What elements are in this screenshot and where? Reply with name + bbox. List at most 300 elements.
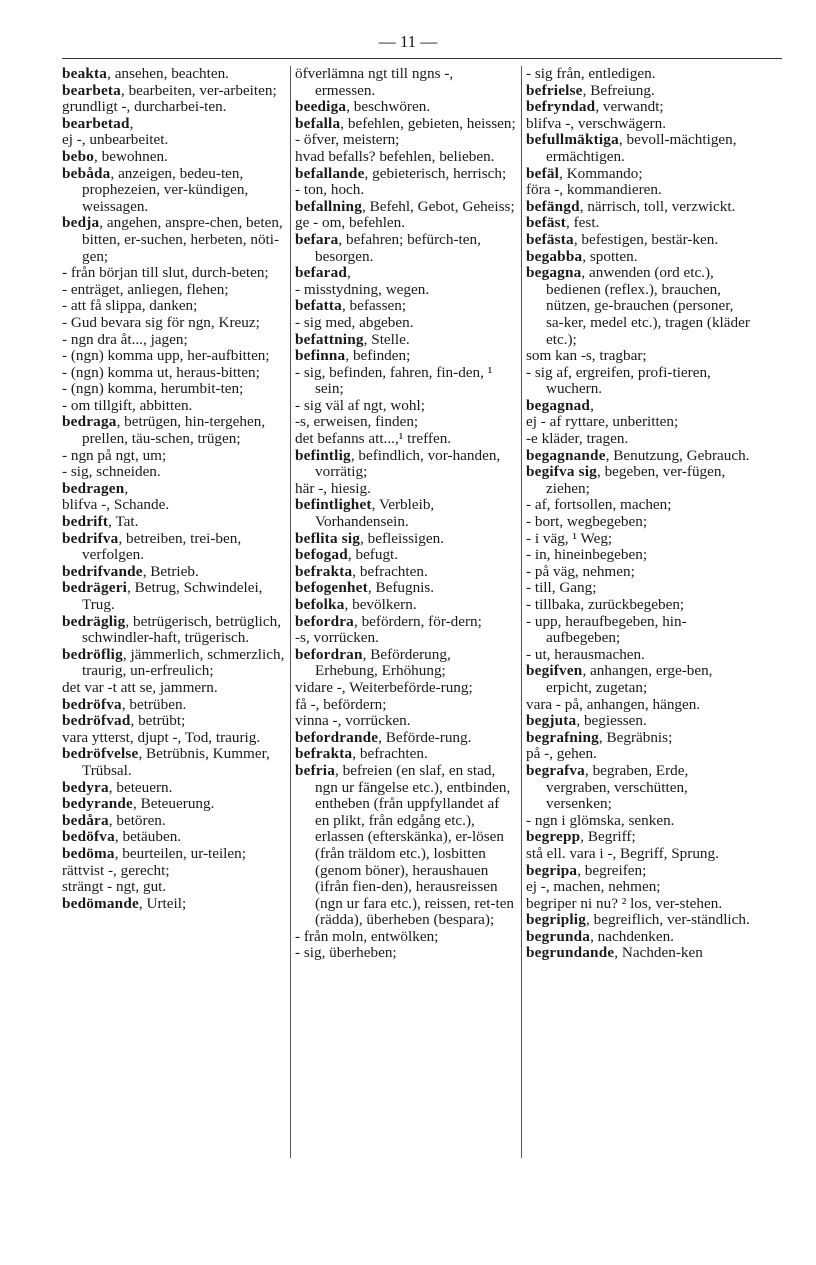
entry-headword: beediga — [295, 98, 347, 116]
dictionary-entry — [62, 381, 285, 398]
dictionary-entry — [62, 149, 285, 166]
dictionary-entry — [295, 448, 517, 481]
entry-headword: befogad — [295, 546, 348, 564]
dictionary-entry — [62, 813, 285, 830]
entry-headword: bebo — [62, 147, 95, 165]
entry-headword: begrafning — [526, 728, 599, 746]
entry-headword: bebåda — [62, 164, 111, 182]
entry-headword: bedraga — [62, 413, 117, 431]
entry-text: , — [124, 479, 129, 497]
entry-text: - sig väl af ngt, wohl; — [295, 396, 425, 414]
entry-headword: befrielse — [526, 81, 583, 99]
dictionary-entry — [62, 514, 285, 531]
entry-text: - från början till slut, durch-beten; — [62, 264, 269, 282]
dictionary-entry — [526, 464, 752, 497]
dictionary-entry — [62, 796, 285, 813]
entry-text: , betreiben, trei-ben, verfolgen. — [82, 529, 242, 564]
dictionary-entry — [526, 199, 752, 216]
entry-text: , befördern, för-dern; — [353, 612, 482, 630]
entry-text: vara ytterst, djupt -, Tod, traurig. — [62, 728, 261, 746]
entry-headword: befäl — [526, 164, 560, 182]
dictionary-entry — [526, 929, 752, 946]
entry-text: det befanns att...,¹ treffen. — [295, 430, 452, 448]
entry-headword: bedröflig — [62, 645, 123, 663]
entry-text: vinna -, vorrücken. — [295, 712, 411, 730]
dictionary-entry — [526, 763, 752, 813]
entry-text: ej -, machen, nehmen; — [526, 878, 661, 896]
entry-text: , bevölkern. — [344, 596, 417, 613]
entry-text: , befrachten. — [352, 562, 428, 580]
dictionary-entry — [526, 531, 752, 548]
entry-text: , betrübt; — [130, 712, 186, 730]
entry-text: , Beteuerung. — [133, 795, 215, 813]
entry-text: , befindlich, vor-handen, vorrätig; — [315, 446, 501, 481]
entry-text: , fest. — [566, 214, 600, 232]
dictionary-entry — [295, 99, 517, 116]
entry-text: , betäuben. — [114, 828, 182, 846]
dictionary-entry — [62, 614, 285, 647]
dictionary-entry — [62, 398, 285, 415]
entry-text: , Kommando; — [559, 164, 643, 182]
dictionary-entry — [295, 116, 517, 133]
dictionary-entry — [526, 846, 752, 863]
entry-text: , bewohnen. — [94, 147, 168, 165]
entry-text: , Verbleib, Vorhandensein. — [315, 496, 435, 531]
entry-headword: befintlighet — [295, 496, 372, 514]
column-2 — [295, 66, 517, 962]
entry-text: , Stelle. — [363, 330, 410, 348]
column-1 — [62, 66, 285, 912]
entry-text: det var -t att se, jammern. — [62, 678, 218, 696]
entry-headword: befintlig — [295, 446, 351, 464]
entry-headword: begjuta — [526, 712, 577, 730]
dictionary-entry — [62, 414, 285, 447]
entry-headword: begripa — [526, 861, 578, 879]
dictionary-entry — [526, 597, 752, 614]
entry-text: - om tillgift, abbitten. — [62, 396, 193, 414]
entry-headword: befäst — [526, 214, 567, 232]
entry-headword: begagna — [526, 264, 582, 282]
entry-text: som kan -s, tragbar; — [526, 347, 647, 365]
entry-text: blifva -, Schande. — [62, 496, 170, 514]
entry-text: , — [347, 264, 351, 282]
entry-text: - på väg, nehmen; — [526, 562, 635, 580]
dictionary-entry — [526, 265, 752, 348]
dictionary-entry — [526, 497, 752, 514]
dictionary-entry — [295, 580, 517, 597]
entry-headword: bedräglig — [62, 612, 126, 630]
dictionary-entry — [295, 697, 517, 714]
entry-text: , befassen; — [341, 297, 407, 315]
entry-headword: befallning — [295, 197, 362, 215]
dictionary-entry — [526, 564, 752, 581]
entry-headword: begifven — [526, 662, 583, 680]
entry-headword: bedröfvad — [62, 712, 131, 730]
entry-headword: befara — [295, 230, 339, 248]
dictionary-entry — [295, 166, 517, 183]
dictionary-entry — [295, 66, 517, 99]
entry-text: , befugt. — [347, 546, 399, 564]
dictionary-entry — [62, 697, 285, 714]
dictionary-entry — [62, 448, 285, 465]
dictionary-entry — [62, 531, 285, 564]
entry-headword: befallande — [295, 164, 365, 182]
entry-text: , Begräbnis; — [598, 728, 673, 746]
entry-headword: bedja — [62, 214, 100, 232]
entry-text: - af, fortsollen, machen; — [526, 496, 672, 514]
entry-text: få -, befördern; — [295, 695, 387, 713]
entry-text: , befahren; befürch-ten, besorgen. — [315, 230, 481, 265]
header-rule — [62, 58, 782, 59]
dictionary-entry — [62, 166, 285, 216]
entry-text: , begiessen. — [576, 712, 647, 730]
entry-headword: befängd — [526, 197, 580, 215]
entry-text: , beteuern. — [108, 778, 173, 796]
dictionary-entry — [526, 166, 752, 183]
dictionary-entry — [526, 730, 752, 747]
column-divider — [290, 66, 291, 1158]
entry-text: vara - på, anhangen, hängen. — [526, 695, 701, 713]
dictionary-entry — [295, 730, 517, 747]
dictionary-entry — [295, 713, 517, 730]
entry-text: öfverlämna ngt till ngns -, ermessen. — [295, 65, 454, 99]
dictionary-entry — [62, 464, 285, 481]
entry-text: - enträget, anliegen, flehen; — [62, 280, 229, 298]
entry-text: , begeben, ver-fügen, ziehen; — [546, 463, 726, 497]
entry-text: föra -, kommandieren. — [526, 181, 662, 199]
entry-text: , begreiflich, ver-ständlich. — [586, 911, 750, 929]
dictionary-entry — [62, 846, 285, 863]
entry-text: , begraben, Erde, vergraben, verschütten, versenken; — [546, 761, 689, 813]
entry-text: rättvist -, gerecht; — [62, 861, 170, 879]
entry-text: - från moln, entwölken; — [295, 927, 439, 945]
entry-text: stå ell. vara i -, Begriff, Sprung. — [526, 844, 719, 862]
dictionary-entry — [526, 448, 752, 465]
entry-text: - till, Gang; — [526, 579, 597, 597]
entry-text: - in, hineinbegeben; — [526, 546, 648, 564]
dictionary-entry — [526, 713, 752, 730]
entry-text: - (ngn) komma ut, heraus-bitten; — [62, 363, 260, 381]
dictionary-entry — [526, 829, 752, 846]
entry-text: , begreifen; — [577, 861, 647, 879]
entry-text: , spotten. — [582, 247, 638, 265]
dictionary-columns — [62, 66, 788, 1166]
entry-text: på -, gehen. — [526, 745, 597, 763]
entry-headword: befrakta — [295, 562, 353, 580]
dictionary-entry — [295, 132, 517, 149]
page-number: — 11 — — [378, 32, 438, 51]
dictionary-entry — [62, 497, 285, 514]
entry-text: - sig med, abgeben. — [295, 313, 414, 331]
dictionary-entry — [526, 746, 752, 763]
entry-headword: begagnad — [526, 396, 591, 414]
entry-text: -e kläder, tragen. — [526, 430, 629, 448]
dictionary-entry — [295, 332, 517, 349]
entry-text: , bearbeiten, ver-arbeiten; — [120, 81, 277, 99]
dictionary-entry — [62, 680, 285, 697]
dictionary-entry — [295, 298, 517, 315]
entry-text: , befinden; — [345, 347, 411, 365]
entry-headword: begrunda — [526, 927, 591, 945]
dictionary-entry — [62, 829, 285, 846]
entry-headword: bedöma — [62, 844, 115, 862]
dictionary-entry — [295, 199, 517, 216]
dictionary-entry — [526, 663, 752, 696]
entry-text: , Befugnis. — [367, 579, 435, 597]
dictionary-entry — [62, 265, 285, 282]
dictionary-entry — [526, 945, 752, 962]
entry-text: , närrisch, toll, verzwickt. — [579, 197, 736, 215]
entry-text: - öfver, meistern; — [295, 131, 400, 149]
dictionary-entry — [526, 66, 752, 83]
entry-text: , Beförderung, Erhebung, Erhöhung; — [315, 645, 451, 680]
dictionary-entry — [295, 265, 517, 282]
entry-text: - (ngn) komma upp, her-aufbitten; — [62, 347, 270, 365]
entry-text: , befestigen, bestär-ken. — [573, 230, 719, 248]
entry-headword: bedrift — [62, 513, 109, 531]
entry-text: ej -, unbearbeitet. — [62, 131, 169, 149]
entry-text: , Begriff; — [580, 828, 636, 846]
entry-headword: begabba — [526, 247, 583, 265]
dictionary-entry — [62, 99, 285, 116]
entry-headword: befryndad — [526, 98, 596, 116]
entry-headword: befogenhet — [295, 579, 368, 597]
dictionary-entry — [295, 929, 517, 946]
dictionary-entry — [295, 365, 517, 398]
entry-text: - ton, hoch. — [295, 181, 365, 199]
entry-headword: befrakta — [295, 745, 353, 763]
entry-text: , betrügerisch, betrüglich, schwindler-haft, trügerisch. — [82, 612, 282, 647]
dictionary-entry — [295, 149, 517, 166]
dictionary-entry — [295, 481, 517, 498]
entry-headword: bedrifvande — [62, 562, 143, 580]
dictionary-entry — [295, 531, 517, 548]
dictionary-entry — [526, 896, 752, 913]
entry-text: , beschwören. — [346, 98, 431, 116]
entry-text: , Beförde-rung. — [378, 728, 472, 746]
entry-text: , gebieterisch, herrisch; — [364, 164, 507, 182]
dictionary-entry — [62, 481, 285, 498]
entry-headword: bedrifva — [62, 529, 119, 547]
dictionary-entry — [295, 215, 517, 232]
entry-headword: bedömande — [62, 894, 139, 912]
entry-headword: begrafva — [526, 761, 585, 779]
entry-text: , Befreiung. — [582, 81, 655, 99]
entry-text: - ngn på ngt, um; — [62, 446, 167, 464]
entry-text: , befrachten. — [352, 745, 428, 763]
dictionary-entry — [526, 431, 752, 448]
entry-text: - ngn i glömska, senken. — [526, 811, 675, 829]
entry-text: - misstydning, wegen. — [295, 280, 430, 298]
entry-text: , verwandt; — [595, 98, 664, 116]
entry-text: hvad befalls? befehlen, belieben. — [295, 147, 495, 165]
dictionary-entry — [62, 746, 285, 779]
entry-text: , betrügen, hin-tergehen, prellen, täu-schen, trügen; — [82, 413, 266, 448]
entry-text: här -, hiesig. — [295, 479, 371, 497]
dictionary-entry — [62, 713, 285, 730]
entry-headword: bedyrande — [62, 795, 133, 813]
entry-text: - (ngn) komma, herumbit-ten; — [62, 380, 244, 398]
entry-headword: begagnande — [526, 446, 606, 464]
dictionary-entry — [62, 580, 285, 613]
entry-text: vidare -, Weiterbeförde-rung; — [295, 678, 473, 696]
entry-text: - sig, befinden, fahren, fin-den, ¹ sein; — [295, 363, 493, 398]
dictionary-entry — [62, 282, 285, 299]
dictionary-entry — [62, 647, 285, 680]
dictionary-entry — [62, 564, 285, 581]
entry-headword: bedröfva — [62, 695, 122, 713]
dictionary-entry — [526, 215, 752, 232]
dictionary-entry — [62, 332, 285, 349]
entry-headword: bearbetad — [62, 114, 130, 132]
dictionary-entry — [526, 182, 752, 199]
dictionary-entry — [526, 365, 752, 398]
entry-text: , — [590, 396, 594, 414]
dictionary-entry — [526, 813, 752, 830]
entry-text: , beurteilen, ur-teilen; — [114, 844, 246, 862]
dictionary-entry — [295, 614, 517, 631]
entry-text: , Nachden-ken — [614, 944, 703, 962]
entry-headword: bedyra — [62, 778, 109, 796]
dictionary-entry — [62, 66, 285, 83]
entry-text: , befreien (en slaf, en stad, ngn ur fängelse etc.), entbinden, entheben (från uppfyllandet af en plikt, från edgång etc.), erlassen (efterskänka), er-lösen (från träldom etc.), losbitten (genom böner), heraushauen (ifrån fien-den), herausreissen (ngn ur fara etc.), reissen, ret-ten (rädda), überheben (bespara); — [315, 761, 515, 929]
entry-headword: befolka — [295, 596, 345, 613]
dictionary-entry — [295, 315, 517, 332]
entry-text: - sig från, entledigen. — [526, 65, 656, 82]
entry-text: strängt - ngt, gut. — [62, 878, 167, 896]
entry-text: , anhangen, erge-ben, erpicht, zugetan; — [546, 662, 713, 696]
dictionary-entry — [295, 232, 517, 265]
dictionary-entry — [295, 680, 517, 697]
dictionary-entry — [62, 879, 285, 896]
dictionary-entry — [526, 99, 752, 116]
dictionary-entry — [295, 348, 517, 365]
entry-text: , Betrieb. — [142, 562, 199, 580]
dictionary-entry — [62, 298, 285, 315]
entry-text: begriper ni nu? ² los, ver-stehen. — [526, 894, 723, 912]
entry-text: , befehlen, gebieten, heissen; — [340, 114, 516, 132]
entry-headword: begifva sig — [526, 463, 597, 481]
dictionary-entry — [526, 398, 752, 415]
entry-headword: befordrande — [295, 728, 379, 746]
dictionary-entry — [62, 116, 285, 133]
entry-text: - i väg, ¹ Weg; — [526, 529, 613, 547]
entry-headword: beakta — [62, 65, 108, 82]
dictionary-entry — [295, 497, 517, 530]
dictionary-entry — [295, 182, 517, 199]
dictionary-entry — [526, 116, 752, 133]
entry-headword: befordra — [295, 612, 354, 630]
dictionary-entry — [295, 945, 517, 962]
dictionary-entry — [526, 580, 752, 597]
dictionary-entry — [295, 597, 517, 614]
dictionary-entry — [526, 547, 752, 564]
dictionary-entry — [62, 348, 285, 365]
entry-text: - bort, wegbegeben; — [526, 513, 648, 531]
dictionary-entry — [295, 746, 517, 763]
entry-headword: begrundande — [526, 944, 615, 962]
dictionary-entry — [62, 863, 285, 880]
entry-text: -s, vorrücken. — [295, 629, 379, 647]
dictionary-entry — [526, 348, 752, 365]
entry-headword: befalla — [295, 114, 341, 132]
entry-text: , betören. — [108, 811, 166, 829]
entry-headword: bedrägeri — [62, 579, 128, 597]
dictionary-entry — [62, 83, 285, 100]
column-3 — [526, 66, 752, 962]
dictionary-entry — [62, 365, 285, 382]
dictionary-entry — [526, 414, 752, 431]
entry-text: - upp, heraufbegeben, hin-aufbegeben; — [526, 612, 687, 647]
dictionary-entry — [526, 132, 752, 165]
entry-text: ej - af ryttare, unberitten; — [526, 413, 679, 431]
entry-text: , anwenden (ord etc.), bedienen (reflex.), brauchen, nützen, ge-brauchen (personer, sa-ker, medel etc.), tragen (kläder etc.); — [546, 264, 750, 348]
dictionary-entry — [295, 414, 517, 431]
entry-text: - sig, schneiden. — [62, 463, 161, 481]
entry-text: - sig, überheben; — [295, 944, 397, 962]
dictionary-entry — [526, 879, 752, 896]
entry-headword: befinna — [295, 347, 346, 365]
entry-headword: befattning — [295, 330, 364, 348]
entry-text: - ut, herausmachen. — [526, 645, 645, 663]
entry-text: , Tat. — [108, 513, 139, 531]
column-divider — [521, 66, 522, 1158]
dictionary-entry — [526, 249, 752, 266]
entry-text: ge - om, befehlen. — [295, 214, 406, 232]
entry-text: blifva -, verschwägern. — [526, 114, 667, 132]
entry-headword: bedragen — [62, 479, 125, 497]
entry-headword: bedåra — [62, 811, 109, 829]
entry-text: , Urteil; — [138, 894, 187, 912]
dictionary-entry — [526, 697, 752, 714]
entry-text: , bevoll-mächtigen, ermächtigen. — [546, 131, 737, 165]
entry-text: , ansehen, beachten. — [107, 65, 229, 82]
dictionary-entry — [295, 547, 517, 564]
dictionary-entry — [295, 564, 517, 581]
entry-text: -s, erweisen, finden; — [295, 413, 419, 431]
dictionary-entry — [526, 647, 752, 664]
entry-text: , nachdenken. — [590, 927, 674, 945]
entry-headword: befästa — [526, 230, 574, 248]
entry-text: , angehen, anspre-chen, beten, bitten, er-suchen, herbeten, nöti-gen; — [82, 214, 283, 265]
dictionary-entry — [295, 431, 517, 448]
entry-headword: befullmäktiga — [526, 131, 619, 149]
entry-text: - att få slippa, danken; — [62, 297, 198, 315]
dictionary-entry — [295, 282, 517, 299]
entry-text: , Betrübnis, Kummer, Trübsal. — [82, 745, 270, 779]
entry-text: - Gud bevara sig för ngn, Kreuz; — [62, 313, 260, 331]
entry-headword: begriplig — [526, 911, 587, 929]
entry-headword: bearbeta — [62, 81, 121, 99]
entry-headword: befria — [295, 761, 335, 779]
dictionary-entry — [62, 896, 285, 913]
dictionary-entry — [526, 863, 752, 880]
dictionary-entry — [62, 132, 285, 149]
dictionary-entry — [526, 232, 752, 249]
dictionary-entry — [526, 912, 752, 929]
entry-headword: begrepp — [526, 828, 581, 846]
entry-text: , Befehl, Gebot, Geheiss; — [361, 197, 515, 215]
entry-text: , Betrug, Schwindelei, Trug. — [82, 579, 263, 613]
entry-text: , anzeigen, bedeu-ten, prophezeien, ver-kündigen, weissagen. — [82, 164, 249, 215]
entry-headword: beflita sig — [295, 529, 361, 547]
entry-text: - tillbaka, zurückbegeben; — [526, 596, 685, 613]
entry-headword: befarad — [295, 264, 348, 282]
entry-text: , befleissigen. — [360, 529, 444, 547]
entry-text: , — [129, 114, 134, 132]
dictionary-entry — [62, 315, 285, 332]
entry-text: - ngn dra åt..., jagen; — [62, 330, 188, 348]
